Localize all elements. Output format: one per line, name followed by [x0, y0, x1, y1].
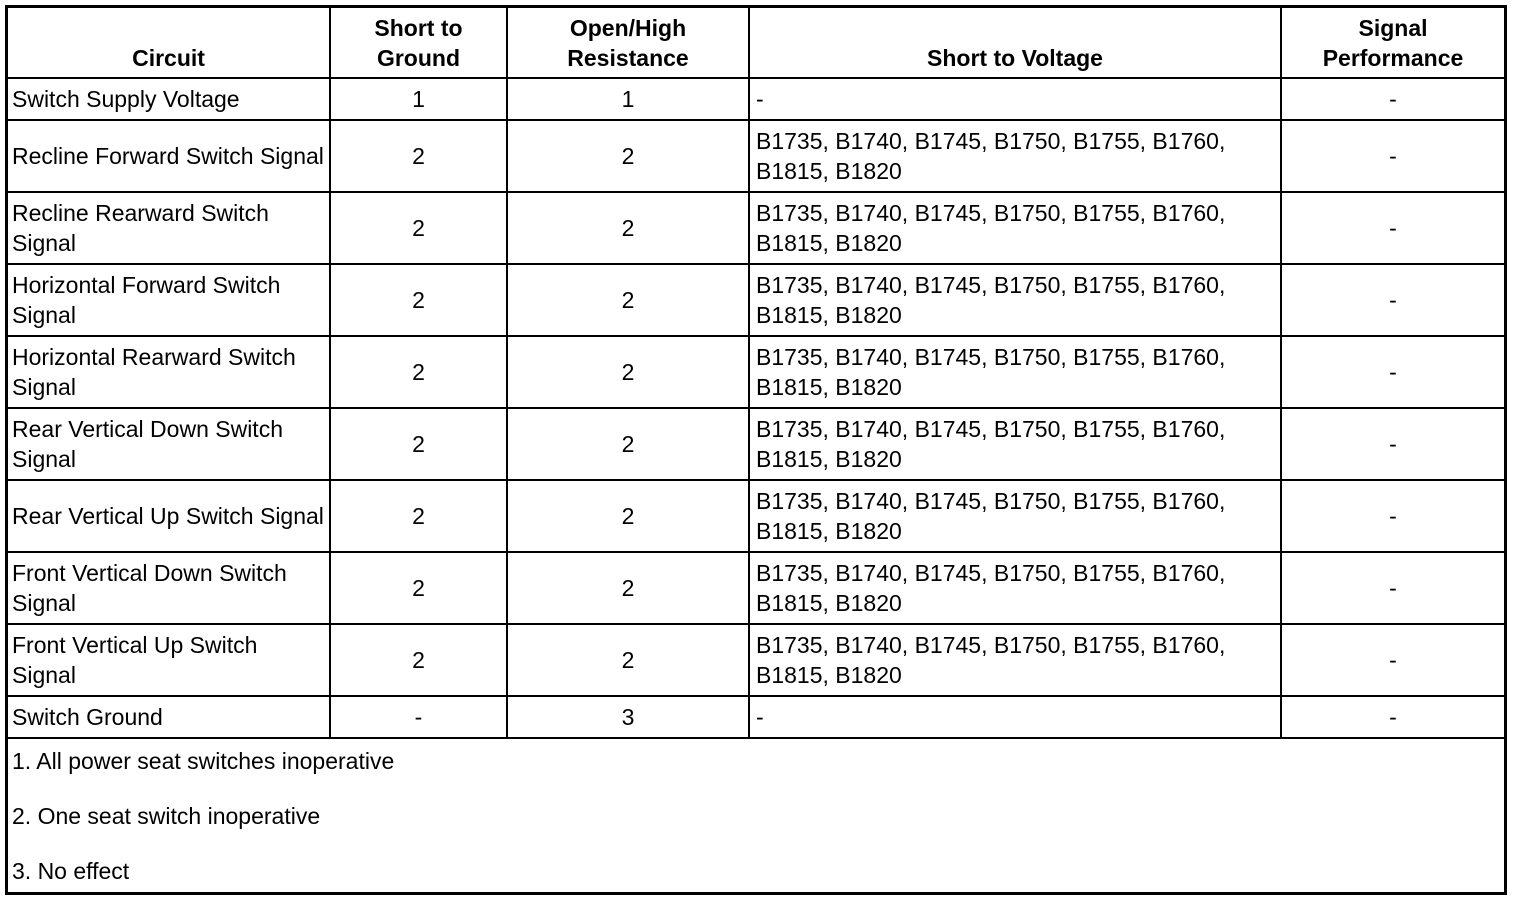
- open-high-resistance-cell: 1: [507, 78, 749, 120]
- short-to-ground-cell: 2: [330, 192, 507, 264]
- open-high-resistance-cell: 2: [507, 552, 749, 624]
- table-row: [8, 264, 1504, 336]
- header-short-to-ground: Short to Ground: [330, 8, 507, 78]
- footnotes: [8, 739, 1504, 910]
- short-to-ground-cell: 2: [330, 336, 507, 408]
- table-row: [8, 78, 1504, 120]
- short-to-ground-cell: 2: [330, 408, 507, 480]
- circuit-cell: Horizontal Forward Switch Signal: [8, 264, 330, 336]
- open-high-resistance-cell: 2: [507, 624, 749, 696]
- table-row: [8, 336, 1504, 408]
- header-signal-performance: Signal Performance: [1281, 8, 1504, 78]
- short-to-voltage-cell: -: [749, 696, 1281, 738]
- circuit-cell: Rear Vertical Up Switch Signal: [8, 480, 330, 552]
- short-to-voltage-cell: B1735, B1740, B1745, B1750, B1755, B1760, B1815, B1820: [749, 264, 1281, 336]
- short-to-voltage-cell: B1735, B1740, B1745, B1750, B1755, B1760, B1815, B1820: [749, 408, 1281, 480]
- short-to-voltage-cell: B1735, B1740, B1745, B1750, B1755, B1760, B1815, B1820: [749, 552, 1281, 624]
- short-to-ground-cell: 2: [330, 264, 507, 336]
- circuit-cell: Recline Rearward Switch Signal: [8, 192, 330, 264]
- circuit-cell: Rear Vertical Down Switch Signal: [8, 408, 330, 480]
- short-to-voltage-cell: B1735, B1740, B1745, B1750, B1755, B1760, B1815, B1820: [749, 120, 1281, 192]
- circuit-cell: Recline Forward Switch Signal: [8, 120, 330, 192]
- short-to-voltage-cell: B1735, B1740, B1745, B1750, B1755, B1760, B1815, B1820: [749, 480, 1281, 552]
- header-circuit: Circuit: [8, 8, 330, 78]
- circuit-fault-table: [8, 8, 1504, 739]
- fault-symptom-table: [5, 5, 1507, 895]
- table-row: [8, 192, 1504, 264]
- signal-performance-cell: -: [1281, 552, 1504, 624]
- table-row: [8, 624, 1504, 696]
- signal-performance-cell: -: [1281, 408, 1504, 480]
- signal-performance-cell: -: [1281, 480, 1504, 552]
- table-row: [8, 696, 1504, 738]
- circuit-cell: Switch Supply Voltage: [8, 78, 330, 120]
- table-row: [8, 120, 1504, 192]
- circuit-cell: Horizontal Rearward Switch Signal: [8, 336, 330, 408]
- signal-performance-cell: -: [1281, 264, 1504, 336]
- footnote: 1. All power seat switches inoperative: [12, 748, 395, 774]
- circuit-cell: Front Vertical Up Switch Signal: [8, 624, 330, 696]
- short-to-ground-cell: 2: [330, 480, 507, 552]
- open-high-resistance-cell: 2: [507, 192, 749, 264]
- table-row: [8, 408, 1504, 480]
- open-high-resistance-cell: 2: [507, 120, 749, 192]
- signal-performance-cell: -: [1281, 120, 1504, 192]
- table-row: [8, 480, 1504, 552]
- short-to-voltage-cell: B1735, B1740, B1745, B1750, B1755, B1760, B1815, B1820: [749, 192, 1281, 264]
- short-to-voltage-cell: B1735, B1740, B1745, B1750, B1755, B1760, B1815, B1820: [749, 624, 1281, 696]
- header-short-to-voltage: Short to Voltage: [749, 8, 1281, 78]
- circuit-cell: Front Vertical Down Switch Signal: [8, 552, 330, 624]
- open-high-resistance-cell: 2: [507, 408, 749, 480]
- short-to-ground-cell: 1: [330, 78, 507, 120]
- short-to-voltage-cell: -: [749, 78, 1281, 120]
- footnote: 2. One seat switch inoperative: [12, 803, 321, 829]
- open-high-resistance-cell: 2: [507, 264, 749, 336]
- open-high-resistance-cell: 2: [507, 480, 749, 552]
- open-high-resistance-cell: 3: [507, 696, 749, 738]
- signal-performance-cell: -: [1281, 336, 1504, 408]
- signal-performance-cell: -: [1281, 78, 1504, 120]
- short-to-ground-cell: 2: [330, 120, 507, 192]
- short-to-ground-cell: 2: [330, 552, 507, 624]
- signal-performance-cell: -: [1281, 192, 1504, 264]
- signal-performance-cell: -: [1281, 696, 1504, 738]
- short-to-ground-cell: 2: [330, 624, 507, 696]
- footnote: 3. No effect: [12, 858, 130, 884]
- short-to-ground-cell: -: [330, 696, 507, 738]
- open-high-resistance-cell: 2: [507, 336, 749, 408]
- circuit-cell: Switch Ground: [8, 696, 330, 738]
- table-row: [8, 552, 1504, 624]
- header-open-high-resistance: Open/High Resistance: [507, 8, 749, 78]
- signal-performance-cell: -: [1281, 624, 1504, 696]
- short-to-voltage-cell: B1735, B1740, B1745, B1750, B1755, B1760, B1815, B1820: [749, 336, 1281, 408]
- table-header-row: [8, 8, 1504, 78]
